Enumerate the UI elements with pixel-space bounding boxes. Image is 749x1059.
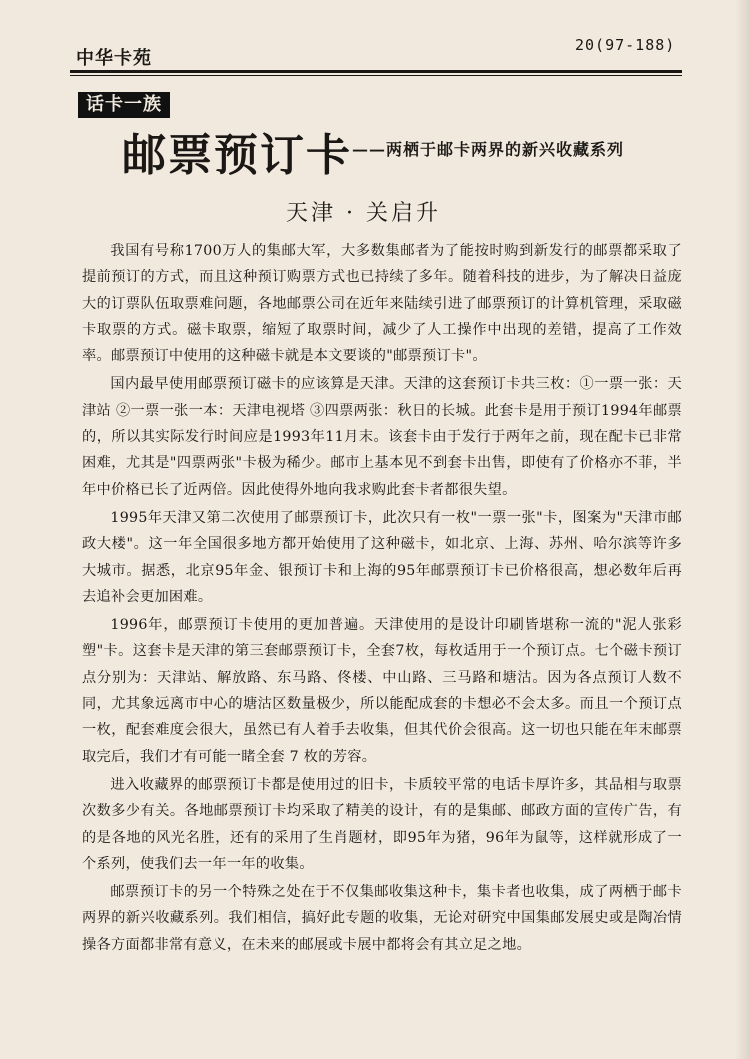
paragraph-3: 1995年天津又第二次使用了邮票预订卡，此次只有一枚"一票一张"卡，图案为"天津市邮政大楼"。这一年全国很多地方都开始使用了这种磁卡，如北京、上海、苏州、哈尔滨等许多大城市。据悉，北京95年金、银预订卡和上海的95年邮票预订卡已价格很高，想必数年后再去追补会更加困难。 [82, 509, 682, 605]
paragraph-6: 邮票预订卡的另一个特殊之处在于不仅集邮收集这种卡，集卡者也收集，成了两栖于邮卡两界的新兴收藏系列。我们相信，搞好此专题的收集，无论对研究中国集邮发展史或是陶冶情操各方面都非常有意义，在未来的邮展或卡展中都将会有其立足之地。 [82, 884, 682, 953]
page-edge-shadow [735, 0, 749, 1059]
author-byline: 天津 · 关启升 [286, 201, 441, 226]
paragraph-4: 1996年，邮票预订卡使用的更加普遍。天津使用的是设计印刷皆堪称一流的"泥人张彩塑"卡。这套卡是天津的第三套邮票预订卡，全套7枚，每枚适用于一个预订点。七个磁卡预订点分别为：天津站、解放路、东马路、佟楼、中山路、三马路和塘沽。因为各点预订人数不同，尤其象远离市中心的塘沽区数量极少，所以能配成套的卡想必不会太多。而且一个预订点一枚，配套难度会很大，虽然已有人着手去收集，但其代价会很高。这一切也只能在年末邮票取完后，我们才有可能一睹全套 7 枚的芳容。 [82, 617, 682, 765]
column-tag: 话卡一族 [78, 92, 170, 118]
article-body [82, 238, 682, 960]
title-row [122, 128, 624, 184]
header-rule-thin [70, 75, 682, 76]
article-title: 邮票预订卡 [122, 130, 352, 181]
header-rule [70, 70, 682, 73]
publication-name: 中华卡苑 [76, 48, 152, 69]
paragraph-5: 进入收藏界的邮票预订卡都是使用过的旧卡，卡质较平常的电话卡厚许多，其品相与取票次数多少有关。各地邮票预订卡均采取了精美的设计，有的是集邮、邮政方面的宣传广告，有的是各地的风光名胜，还有的采用了生肖题材，即95年为猪，96年为鼠等，这样就形成了一个系列，使我们去一年一年的收集。 [82, 776, 682, 872]
paragraph-2: 国内最早使用邮票预订磁卡的应该算是天津。天津的这套预订卡共三枚：①一票一张：天津站 ②一票一张一本：天津电视塔 ③四票两张：秋日的长城。此套卡是用于预订1994年邮票的，所以其实际发行时间应是1993年11月末。该套卡由于发行于两年之前，现在配卡已非常困难，尤其是"四票两张"卡极为稀少。邮市上基本见不到套卡出售，即使有了价格亦不菲，半年中价格已长了近两倍。因此使得外地向我求购此套卡者都很失望。 [82, 376, 682, 498]
article-subtitle: ——两栖于邮卡两界的新兴收藏系列 [352, 140, 625, 159]
paragraph-1: 我国有号称1700万人的集邮大军，大多数集邮者为了能按时购到新发行的邮票都采取了提前预订的方式，而且这种预订购票方式也已持续了多年。随着科技的进步，为了解决日益庞大的订票队伍取票难问题，各地邮票公司在近年来陆续引进了邮票预订的计算机管理，采取磁卡取票的方式。磁卡取票，缩短了取票时间，减少了人工操作中出现的差错，提高了工作效率。邮票预订中使用的这种磁卡就是本文要谈的"邮票预订卡"。 [82, 243, 682, 365]
issue-code: 20(97-188) [575, 36, 676, 54]
